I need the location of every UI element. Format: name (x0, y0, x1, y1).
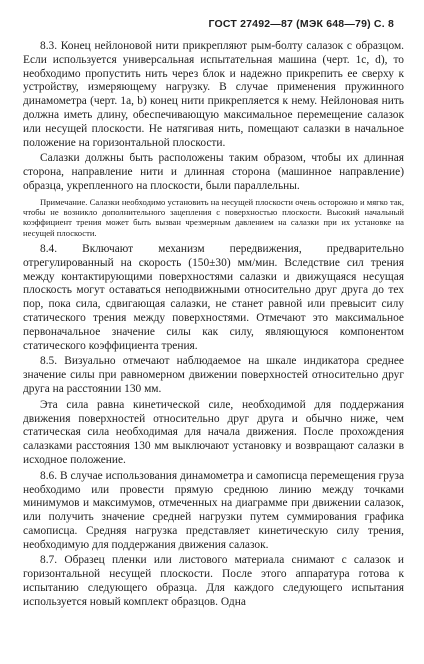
page-header: ГОСТ 27492—87 (МЭК 648—79) С. 8 (208, 18, 394, 30)
paragraph-kinetic-force: Эта сила равна кинетической силе, необходимой для поддержания движения поверхностей относительно друг друга и обычно ниже, чем статическая сила необходимая для начала движения. После прохождения салазками расстояния 130 мм выключают установку и возвращают салазки в исходное положение. (23, 398, 404, 466)
note-paragraph: Примечание. Салазки необходимо установить на несущей плоскости очень осторожно и мягко так, чтобы не возникло дополнительного зацепления с поверхностью плоскости. Высокий начальный коэффициент трения может быть вызван чрезмерным давлением на салазки при их установке на несущей плоскости. (23, 196, 404, 238)
paragraph-sled-orientation: Салазки должны быть расположены таким образом, чтобы их длинная сторона, направление нити и длинная сторона (машинное направление) образца, укрепленного на плоскости, были параллельны. (23, 152, 404, 192)
paragraph-8-3: 8.3. Конец нейлоновой нити прикрепляют рым-болту салазок с образцом. Если используется универсальная испытательная машина (черт. 1c, d), то необходимо пропустить нить через блок и надежно прикрепить ее сверху к устройству, измеряющему нагрузку. В случае применения пружинного динамометра (черт. 1a, b) конец нити прикрепляется к нему. Нейлоновая нить должна иметь длину, обеспечивающую максимальное перемещение салазок или несущей плоскости. Не натягивая нить, помещают салазки в начальное положение на горизонтальной плоскости. (23, 40, 404, 149)
paragraph-8-4: 8.4. Включают механизм передвижения, предварительно отрегулированный на скорость (150±30) мм/мин. Вследствие сил трения между контактирующими поверхностями салазки и движущаяся несущая плоскость могут оставаться неподвижными относительно друг друга до тех пор, пока сила, сдвигающая салазки, не станет равной или превысит силу статического трения между поверхностями. Отмечают это максимальное первоначальное значение силы как силу, являющуюся компонентом статического коэффициента трения. (23, 242, 404, 352)
paragraph-8-5: 8.5. Визуально отмечают наблюдаемое на шкале индикатора среднее значение силы при равномерном движении поверхностей относительно друг друга на расстоянии 130 мм. (23, 355, 404, 395)
document-body (23, 40, 404, 610)
paragraph-8-7: 8.7. Образец пленки или листового материала снимают с салазок и горизонтальной несущей плоскости. После этого аппаратура готова к испытанию следующего образца. Для каждого следующего испытания используется новый комплект образцов. Одна (23, 554, 404, 608)
paragraph-8-6: 8.6. В случае использования динамометра и самописца перемещения груза необходимо или провести прямую среднюю линию между точками минимумов и максимумов, отмеченных на диаграмме при движении салазок, или получить значение средней нагрузки путем суммирования графика самописца. Средняя нагрузка представляет кинетическую силу трения, необходимую для поддержания движения салазок. (23, 469, 404, 551)
